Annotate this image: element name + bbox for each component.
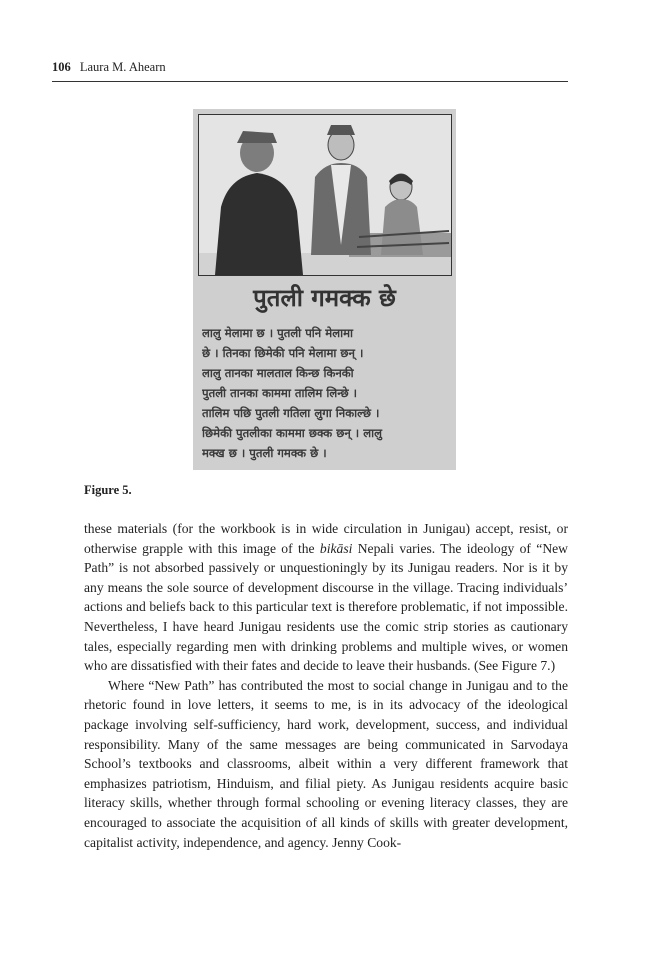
paragraph-1 <box>84 519 568 676</box>
figure-text-line: मक्ख छ । पुतली गमक्क छे । <box>202 446 327 460</box>
figure-text-line: लालु तानका मालताल किन्छ किनकी <box>202 366 354 380</box>
figure-text-line: छे । तिनका छिमेकी पनि मेलामा छन् । <box>202 346 364 360</box>
paragraph-1-italic-term: bikāsi <box>319 540 353 556</box>
figure-text-line: छिमेकी पुतलीका काममा छक्क छन् । लालु <box>202 426 382 440</box>
comic-panel-illustration <box>198 114 452 276</box>
running-head <box>52 60 568 75</box>
figure-text-block <box>202 323 450 463</box>
figure-title-devanagari: पुतली गमक्क छे <box>253 284 396 312</box>
paragraph-1-text-b: Nepali varies. The ideology of “New Path” is not absorbed passively or unquestioningly by its Junigau readers. Nor is it by any means the sole source of development discourse in the village. Tracing individuals’ actions and beliefs back to this particular text is therefore problematic, if not impossible. Nevertheless, I have heard Junigau residents use the comic strip stories as cautionary tales, especially regarding men with drinking problems and multiple wives, or women who are dissatisfied with their fates and decide to leave their husbands. (See Figure 7.) <box>84 540 568 674</box>
figure-text-line: तालिम पछि पुतली गतिला लुगा निकाल्छे । <box>202 406 380 420</box>
paragraph-1-text-a: these materials (for the workbook is in wide circulation in Junigau) accept, resist, or otherwise grapple with this image of the <box>84 521 568 556</box>
body-text <box>84 519 568 852</box>
man-back-vest-shape <box>215 173 303 275</box>
header-rule <box>52 81 568 82</box>
page-number: 106 <box>52 60 71 74</box>
comic-illustration-svg <box>199 115 451 275</box>
paragraph-2: Where “New Path” has contributed the most to social change in Junigau and to the rhetoric found in love letters, it seems to me, is in its advocacy of the ideological package involving self-sufficiency, hard work, development, success, and individual responsibility. Many of the same messages are being communicated in Sarvodaya School’s textbooks and classrooms, albeit within a very different framework that emphasizes patriotism, Hinduism, and filial piety. As Junigau residents acquire basic literacy skills, whether through formal schooling or evening literacy classes, they are encouraged to associate the acquisition of all kinds of skills with greater development, capitalist activity, independence, and agency. Jenny Cook- <box>84 677 568 850</box>
figure-text-line: पुतली तानका काममा तालिम लिन्छे । <box>202 386 358 400</box>
shopkeeper-hat-shape <box>327 125 355 135</box>
man-back-hat-shape <box>237 131 277 143</box>
figure-5-image <box>193 109 456 470</box>
figure-caption: Figure 5. <box>84 483 132 497</box>
figure-text-line: लालु मेलामा छ । पुतली पनि मेलामा <box>202 326 354 340</box>
author-name: Laura M. Ahearn <box>79 60 166 74</box>
